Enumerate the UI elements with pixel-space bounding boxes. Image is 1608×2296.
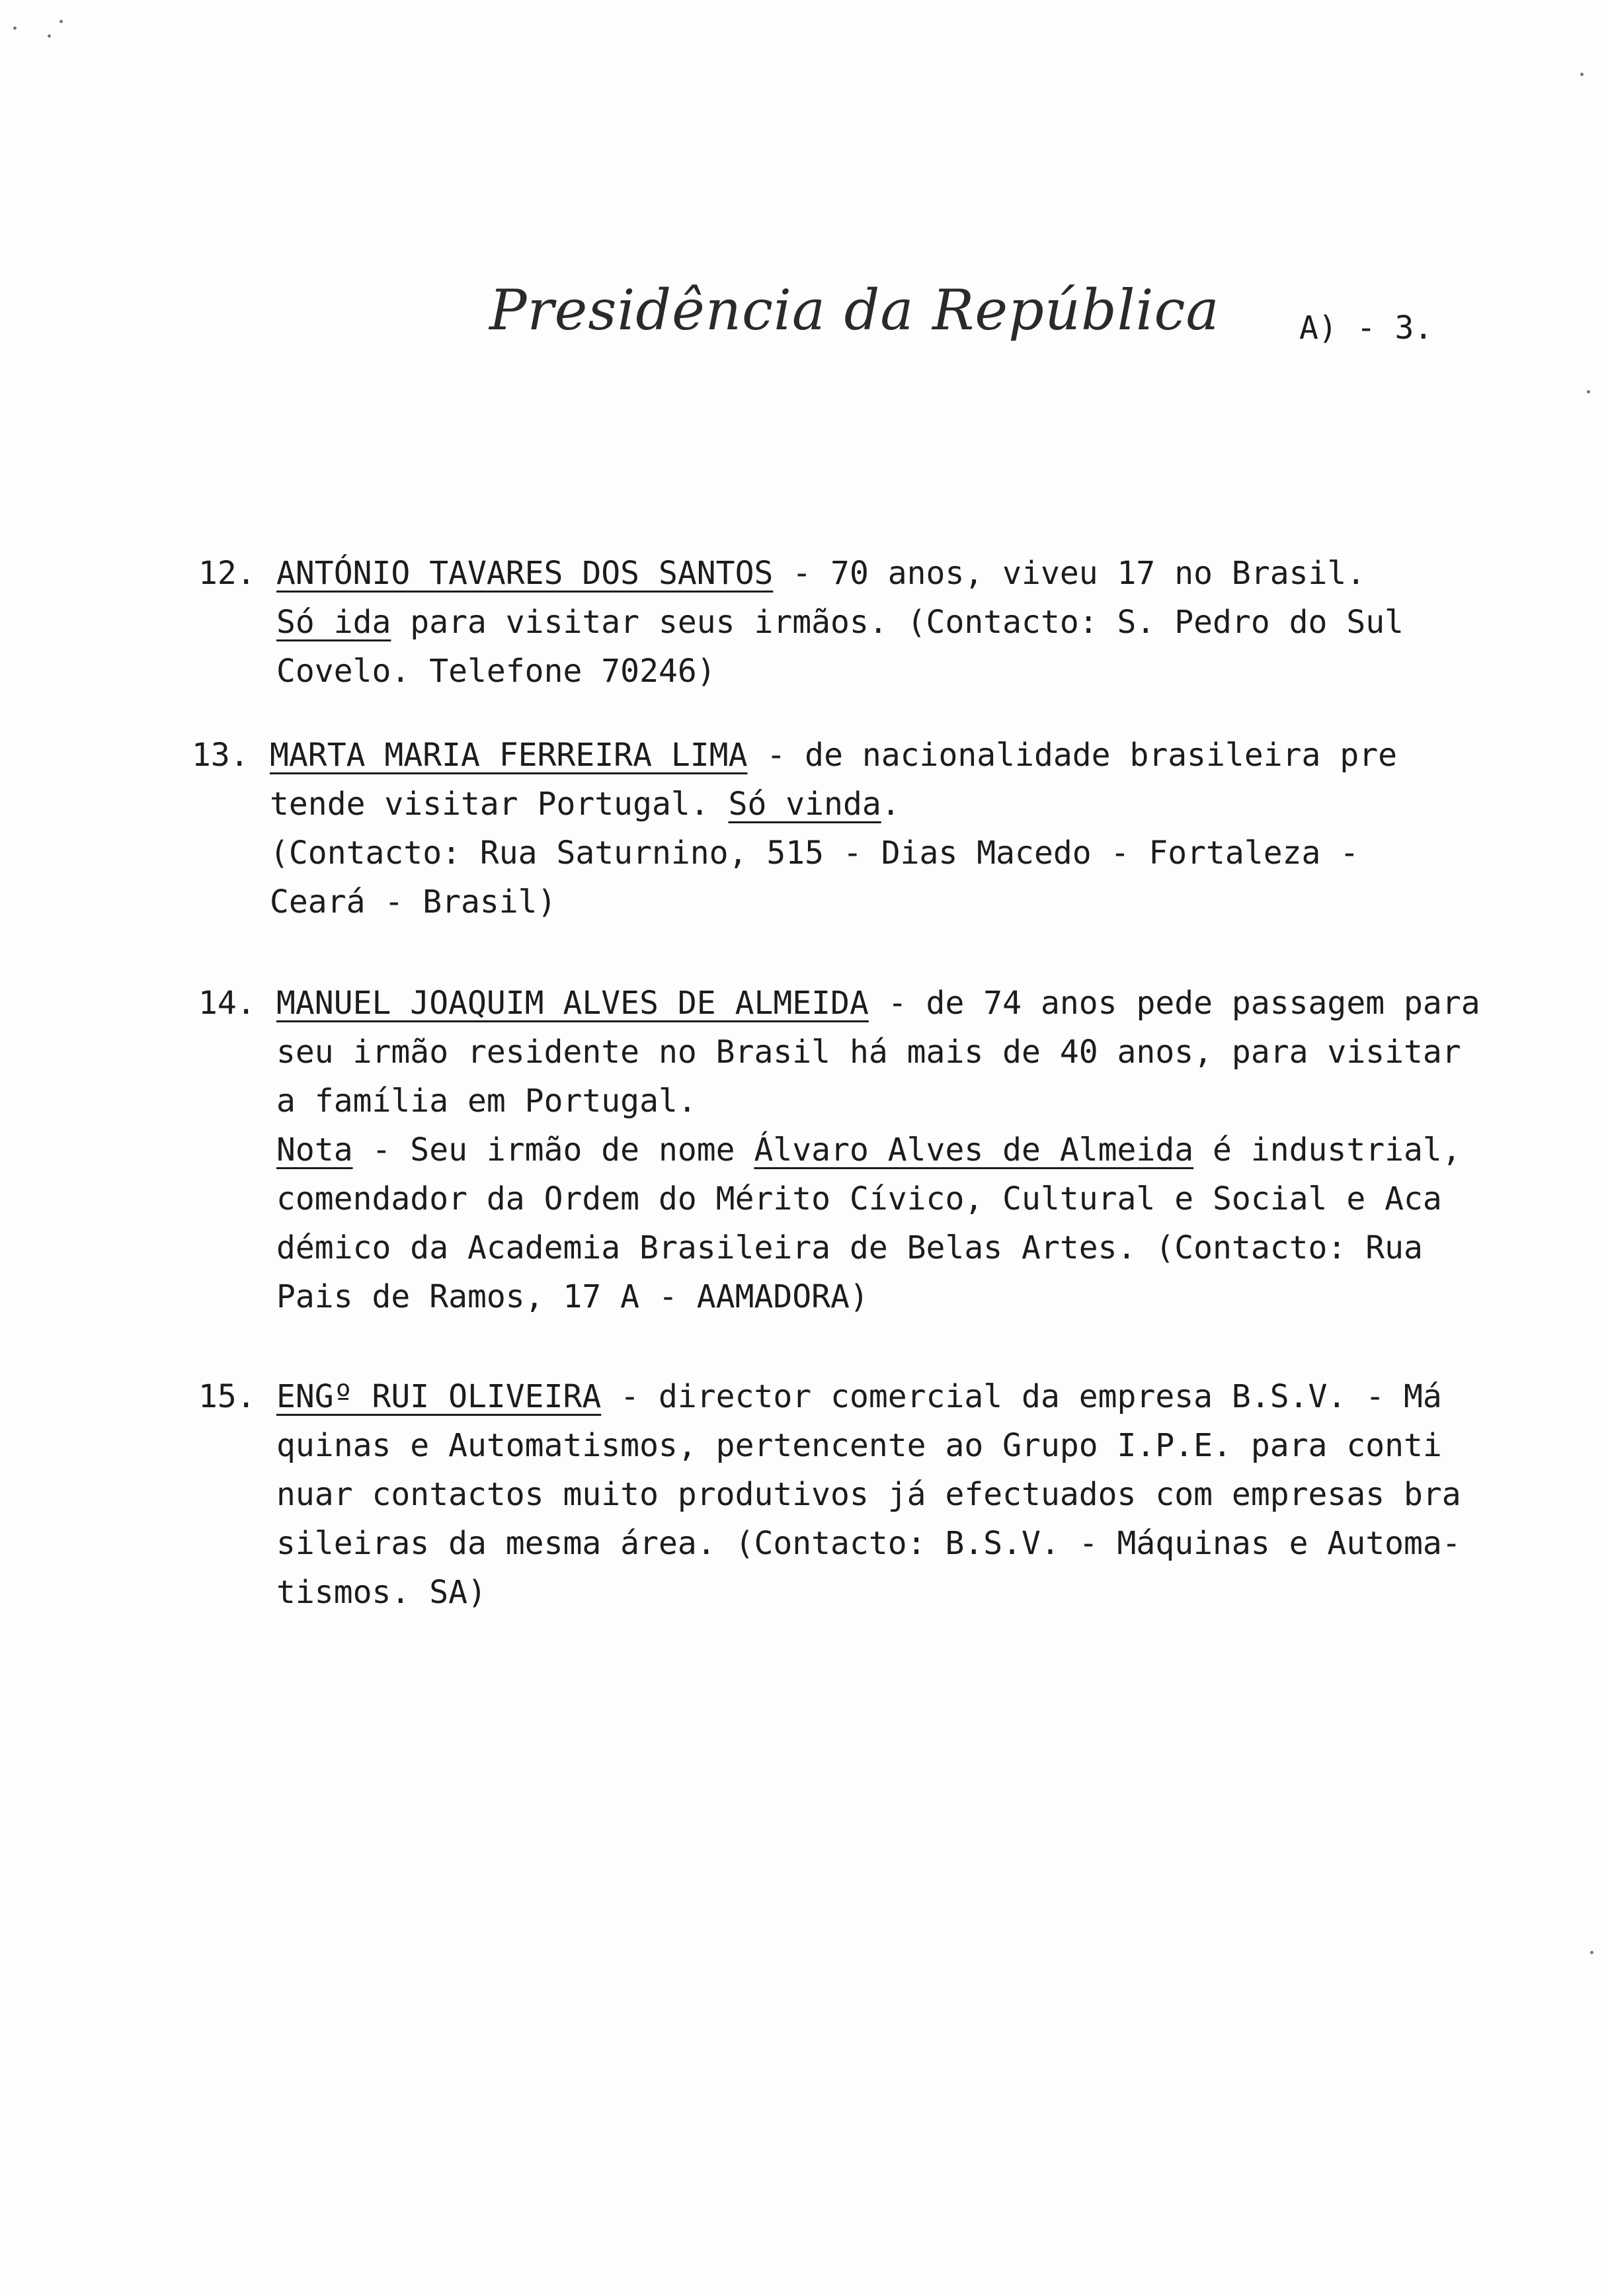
entry-line (276, 1028, 1480, 1077)
line-text: Covelo. Telefone 70246) (276, 653, 716, 690)
line-text: . (881, 786, 901, 823)
entry-number: 12. (198, 555, 256, 592)
line-text: quinas e Automatismos, pertencente ao Grupo I.P.E. para conti (276, 1427, 1442, 1464)
underlined-name: ENGº RUI OLIVEIRA (276, 1378, 602, 1415)
entry-14 (198, 979, 1521, 1329)
line-text: sileiras da mesma área. (Contacto: B.S.V. - Máquinas e Automa- (276, 1525, 1461, 1562)
entry-line (276, 598, 1404, 647)
line-text: Ceará - Brasil) (270, 883, 557, 921)
line-text: - director comercial da empresa B.S.V. - Má (601, 1378, 1442, 1415)
entry-line (276, 1421, 1461, 1470)
line-text: Pais de Ramos, 17 A - AAMADORA) (276, 1278, 869, 1315)
line-text: - de 74 anos pede passagem para (868, 985, 1480, 1022)
line-text: (Contacto: Rua Saturnino, 515 - Dias Macedo - Fortaleza - (270, 835, 1359, 872)
entry-line (270, 878, 1397, 926)
underlined-text: Nota (276, 1131, 353, 1168)
line-text: comendador da Ordem do Mérito Cívico, Cultural e Social e Aca (276, 1180, 1442, 1217)
entry-number: 13. (192, 737, 249, 774)
entry-line (276, 1519, 1461, 1568)
entry-13 (192, 731, 1448, 936)
line-text: - Seu irmão de nome (352, 1131, 754, 1168)
entry-number: 14. (198, 985, 256, 1022)
entry-line (276, 549, 1404, 598)
underlined-text: Só ida (276, 604, 391, 641)
line-text: - de nacionalidade brasileira pre (747, 737, 1398, 774)
entry-line (276, 1223, 1480, 1272)
page-reference: A) - 3. (1299, 309, 1433, 347)
entry-line (270, 731, 1397, 780)
entry-line (276, 1174, 1480, 1223)
letterhead-signature: Presidência da República (489, 278, 1220, 343)
underlined-name: ANTÓNIO TAVARES DOS SANTOS (276, 555, 774, 592)
entry-line (270, 780, 1397, 829)
line-text: para visitar seus irmãos. (Contacto: S. Pedro do Sul (391, 604, 1404, 641)
line-text: - 70 anos, viveu 17 no Brasil. (773, 555, 1366, 592)
underlined-name: MANUEL JOAQUIM ALVES DE ALMEIDA (276, 985, 869, 1022)
entry-15 (198, 1372, 1521, 1630)
line-text: tismos. SA) (276, 1574, 487, 1611)
entry-line (276, 1568, 1461, 1617)
entry-line (276, 647, 1404, 696)
entry-line (276, 1372, 1461, 1421)
entry-12 (198, 549, 1455, 708)
underlined-text: Só vinda (728, 786, 881, 823)
entry-line (276, 1272, 1480, 1321)
entry-line (270, 829, 1397, 878)
line-text: seu irmão residente no Brasil há mais de 40 anos, para visitar (276, 1034, 1461, 1071)
line-text: é industrial, (1193, 1131, 1461, 1168)
entry-line (276, 979, 1480, 1028)
entry-line (276, 1126, 1480, 1174)
line-text: a família em Portugal. (276, 1083, 697, 1120)
entry-line (276, 1470, 1461, 1519)
entry-number: 15. (198, 1378, 256, 1415)
underlined-name: MARTA MARIA FERREIRA LIMA (270, 737, 748, 774)
entry-line (276, 1077, 1480, 1126)
underlined-name: Álvaro Alves de Almeida (754, 1131, 1194, 1168)
line-text: nuar contactos muito produtivos já efectuados com empresas bra (276, 1476, 1461, 1513)
line-text: démico da Academia Brasileira de Belas Artes. (Contacto: Rua (276, 1229, 1423, 1266)
line-text: tende visitar Portugal. (270, 786, 729, 823)
